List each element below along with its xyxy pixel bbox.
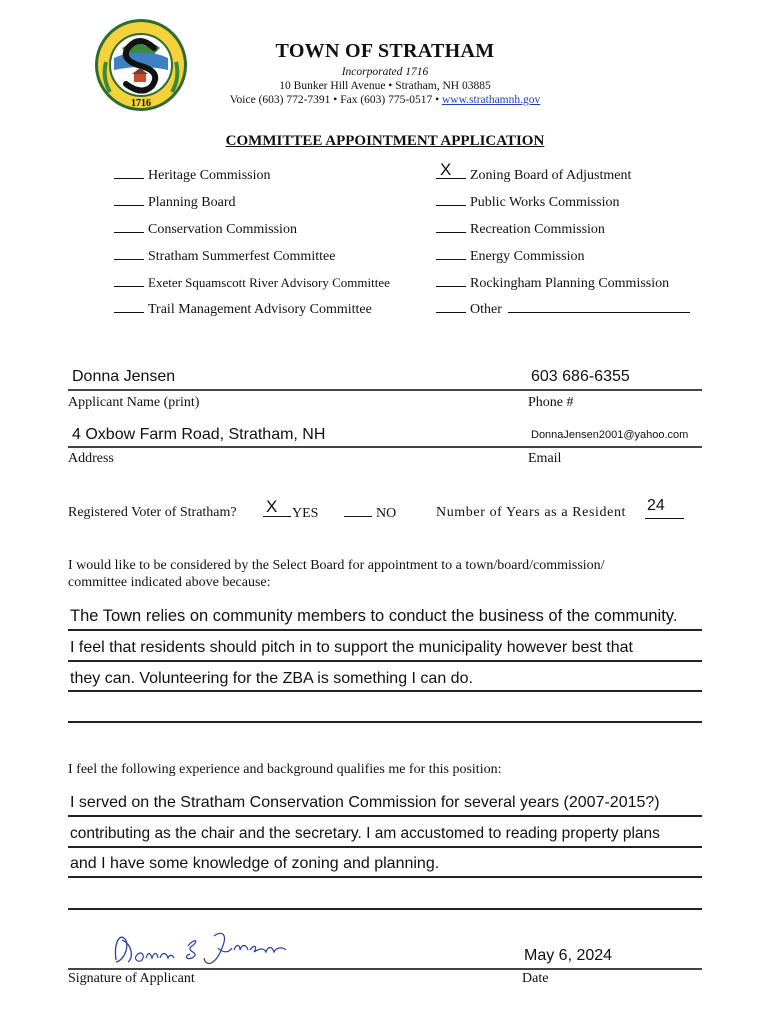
committee-label: Other (470, 302, 502, 317)
name-phone-rule (68, 389, 702, 391)
checkbox-blank[interactable] (114, 301, 144, 313)
checkbox-blank[interactable] (436, 194, 466, 206)
form-title: COMMITTEE APPOINTMENT APPLICATION (225, 133, 545, 149)
checkbox-blank[interactable] (114, 248, 144, 260)
checkbox-blank[interactable] (114, 167, 144, 179)
experience-rule (68, 815, 702, 817)
signature-date-value[interactable]: May 6, 2024 (524, 947, 613, 964)
experience-rule (68, 846, 702, 848)
committee-option-energy[interactable] (436, 248, 584, 265)
reason-prompt-line2: committee indicated above because: (68, 575, 271, 590)
committee-label: Public Works Commission (470, 195, 620, 210)
address-email-rule (68, 446, 702, 448)
town-website-link[interactable]: www.strathamnh.gov (441, 94, 541, 106)
committee-label: Planning Board (148, 195, 236, 210)
checkbox-blank[interactable] (436, 248, 466, 260)
reason-rule (68, 660, 702, 662)
town-address-line: 10 Bunker Hill Avenue • Stratham, NH 03885 (279, 80, 491, 92)
email-label: Email (528, 451, 562, 466)
committee-option-exeter-squamscott[interactable] (114, 275, 390, 291)
phone-label: Phone # (528, 395, 574, 410)
committee-option-public-works[interactable] (436, 194, 620, 211)
committee-label: Rockingham Planning Commission (470, 276, 670, 291)
checkbox-blank[interactable] (436, 301, 466, 313)
committee-option-heritage[interactable] (114, 167, 271, 184)
applicant-signature[interactable] (110, 926, 310, 972)
checkbox-blank[interactable] (114, 221, 144, 233)
applicant-name-label: Applicant Name (print) (68, 395, 200, 410)
committee-option-planning[interactable] (114, 194, 236, 211)
experience-line[interactable]: I served on the Stratham Conservation Commission for several years (2007-2015?) (70, 794, 660, 811)
committee-option-trail-management[interactable] (114, 301, 372, 318)
committee-label: Exeter Squamscott River Advisory Committee (148, 275, 390, 290)
committee-label: Recreation Commission (470, 222, 605, 237)
committee-option-summerfest[interactable] (114, 248, 335, 265)
no-label: NO (376, 506, 397, 521)
committee-option-recreation[interactable] (436, 221, 605, 238)
committee-option-rockingham[interactable] (436, 275, 669, 292)
years-resident-value[interactable]: 24 (647, 497, 665, 514)
experience-line[interactable]: and I have some knowledge of zoning and planning. (70, 855, 440, 872)
applicant-name-value[interactable]: Donna Jensen (72, 368, 176, 385)
address-value[interactable]: 4 Oxbow Farm Road, Stratham, NH (72, 426, 326, 443)
voter-yes-option[interactable] (263, 505, 318, 522)
voter-yes-mark: X (266, 497, 278, 516)
contact-phone-fax: Voice (603) 772-7391 • Fax (603) 775-0517 • (229, 94, 442, 106)
experience-rule (68, 908, 702, 910)
checkbox-blank[interactable] (436, 275, 466, 287)
seal-year: 1716 (131, 98, 151, 109)
checkbox-blank[interactable] (436, 167, 466, 179)
reason-rule (68, 690, 702, 692)
checkbox-blank[interactable] (436, 221, 466, 233)
committee-option-conservation[interactable] (114, 221, 297, 238)
checkbox-blank[interactable] (114, 275, 144, 287)
email-value[interactable]: DonnaJensen2001@yahoo.com (531, 429, 689, 441)
other-write-in-field[interactable] (508, 301, 690, 313)
reason-line[interactable]: The Town relies on community members to conduct the business of the community. (70, 607, 678, 625)
experience-line[interactable]: contributing as the chair and the secretary. I am accustomed to reading property plans (70, 825, 660, 842)
signature-date-rule (68, 968, 702, 970)
committee-label: Zoning Board of Adjustment (470, 168, 632, 183)
voter-no-option[interactable] (344, 505, 396, 522)
date-label: Date (522, 971, 549, 986)
yes-label: YES (292, 506, 319, 521)
signature-label: Signature of Applicant (68, 971, 195, 986)
reason-rule (68, 721, 702, 723)
committee-label: Heritage Commission (148, 168, 271, 183)
committee-label: Energy Commission (470, 249, 585, 264)
committee-label: Stratham Summerfest Committee (148, 249, 336, 264)
address-label: Address (68, 451, 114, 466)
checkbox-blank[interactable] (114, 194, 144, 206)
town-name-heading: TOWN OF STRATHAM (275, 40, 495, 62)
town-contact-line (0, 94, 770, 106)
zoning-check-mark: X (440, 160, 452, 179)
years-resident-label: Number of Years as a Resident (436, 505, 627, 520)
phone-value[interactable]: 603 686-6355 (531, 368, 630, 385)
reason-line[interactable]: I feel that residents should pitch in to support the municipality however best that (70, 639, 633, 656)
experience-prompt: I feel the following experience and background qualifies me for this position: (68, 762, 502, 777)
checkbox-blank[interactable] (263, 505, 291, 517)
reason-line[interactable]: they can. Volunteering for the ZBA is something I can do. (70, 670, 473, 687)
checkbox-blank[interactable] (344, 505, 372, 517)
reason-rule (68, 629, 702, 631)
committee-option-zoning[interactable] (436, 167, 631, 184)
years-resident-blank (645, 518, 684, 519)
experience-rule (68, 876, 702, 878)
committee-option-other[interactable] (436, 301, 690, 318)
registered-voter-question: Registered Voter of Stratham? (68, 505, 237, 520)
incorporated-line: Incorporated 1716 (341, 66, 429, 78)
committee-label: Trail Management Advisory Committee (148, 302, 372, 317)
reason-prompt-line1: I would like to be considered by the Select Board for appointment to a town/board/commission/ (68, 558, 605, 573)
committee-label: Conservation Commission (148, 222, 297, 237)
